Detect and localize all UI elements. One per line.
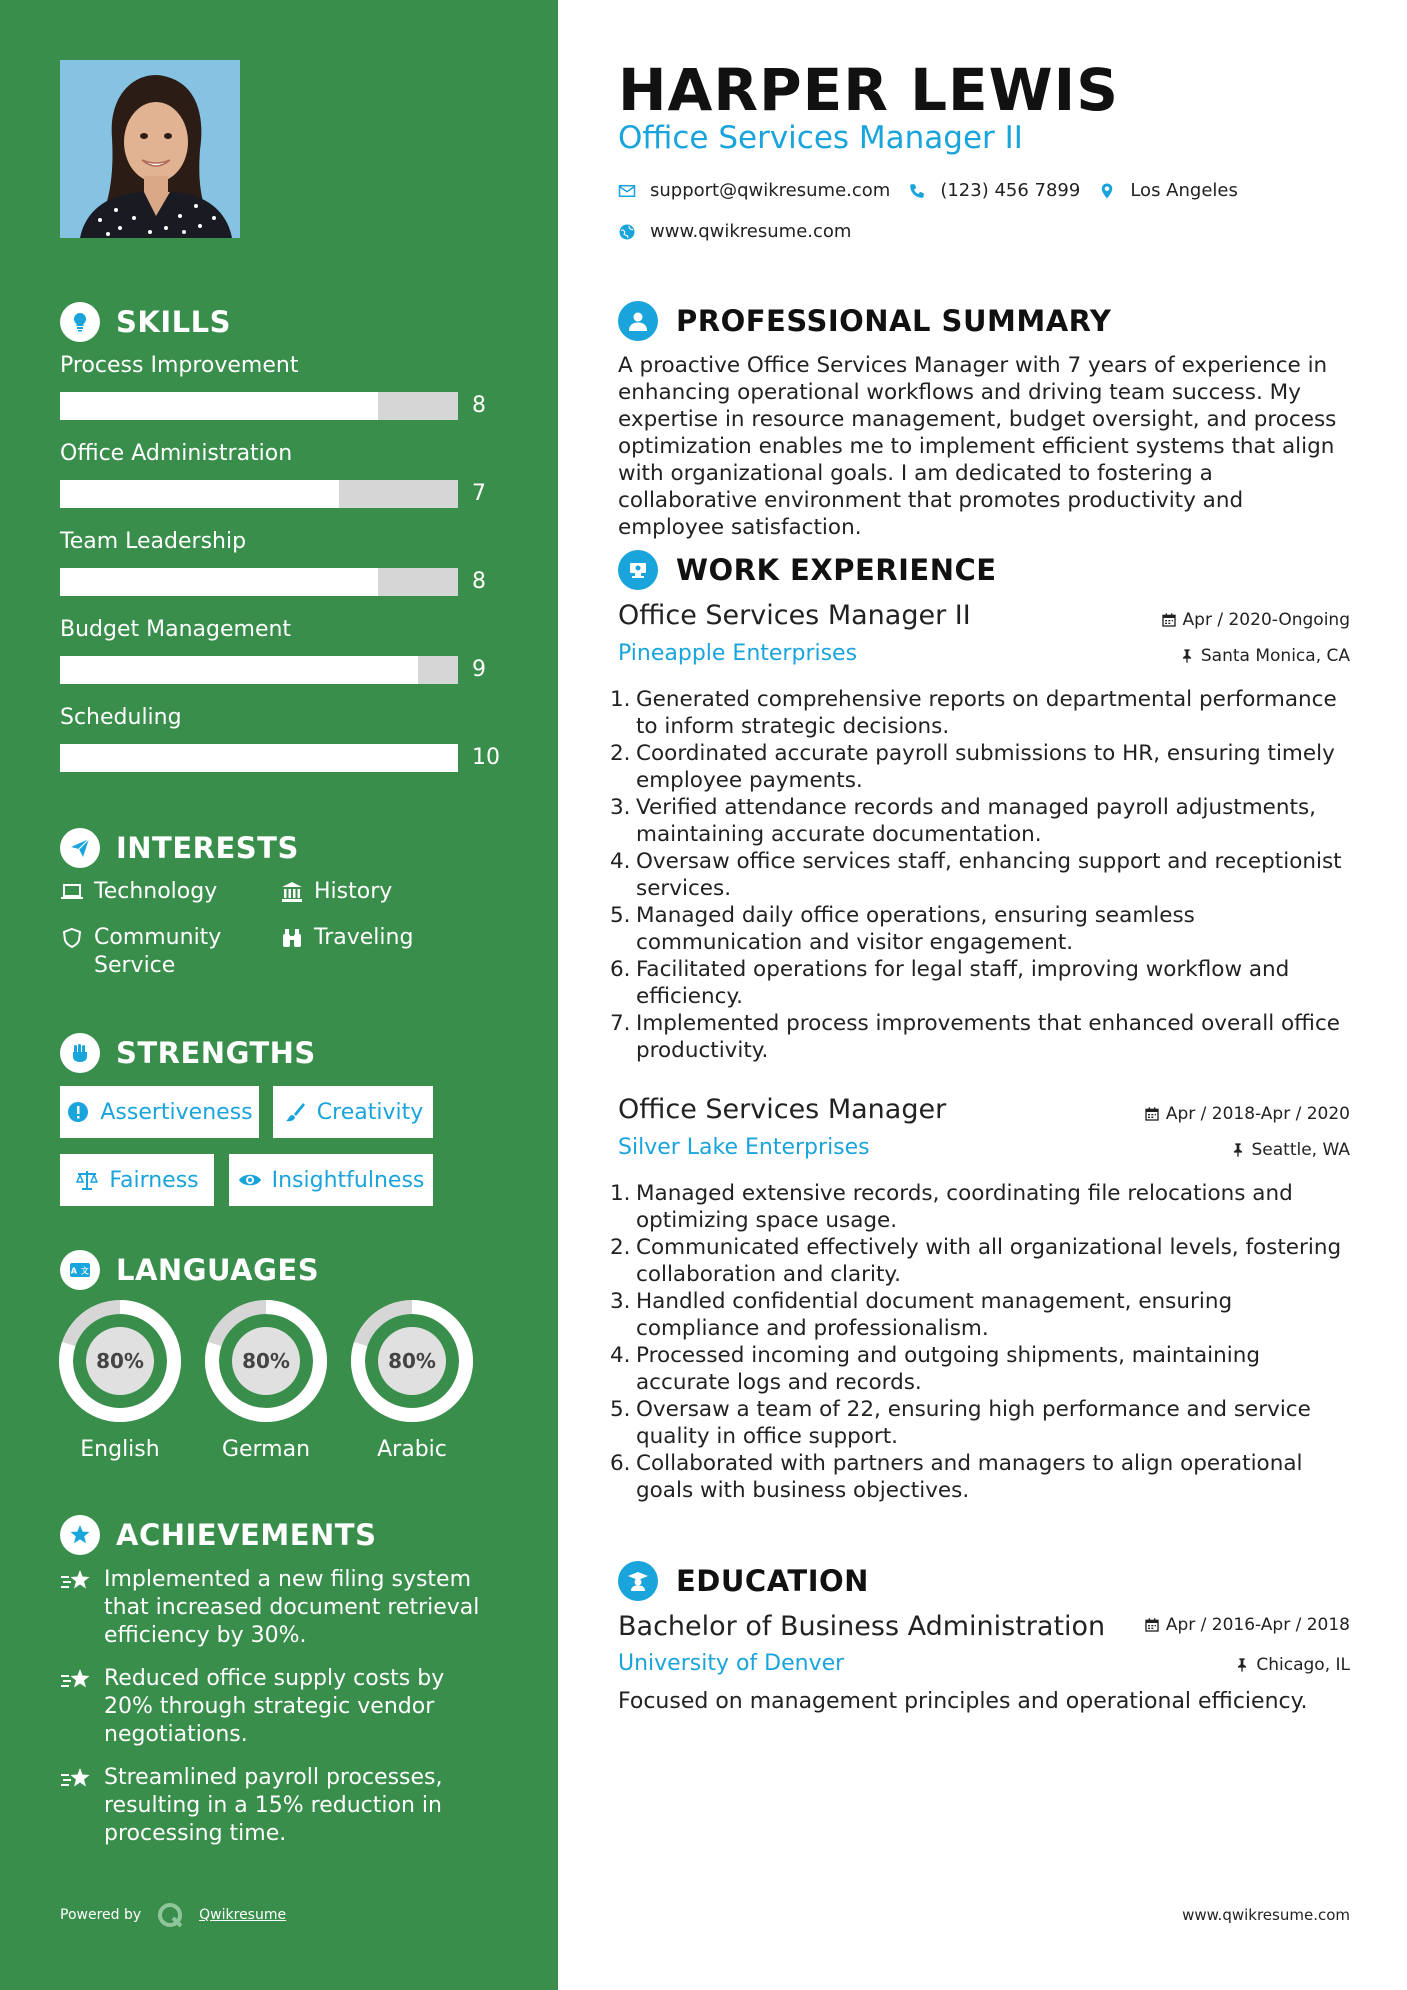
pushpin-icon xyxy=(1230,1142,1246,1158)
school-name: University of Denver xyxy=(618,1651,845,1676)
job-location-text: Santa Monica, CA xyxy=(1200,646,1350,666)
shooting-star-icon xyxy=(60,1766,92,1794)
translate-icon xyxy=(60,1250,100,1290)
item-number: 6. xyxy=(610,1451,631,1476)
skill-item xyxy=(60,528,500,594)
responsibility-text: Managed daily office operations, ensuring seamless communication and visitor engagement. xyxy=(636,903,1195,955)
achievement-text: Implemented a new filing system that increased document retrieval efficiency by 30%. xyxy=(104,1567,480,1648)
interest-item-community-service xyxy=(60,924,250,980)
item-number: 7. xyxy=(610,1011,631,1036)
responsibility-text: Oversaw office services staff, enhancing support and receptionist services. xyxy=(636,849,1342,901)
skill-bar xyxy=(60,480,458,508)
location-text: Los Angeles xyxy=(1130,180,1238,201)
interest-label: Community Service xyxy=(94,925,222,978)
summary-title: PROFESSIONAL SUMMARY xyxy=(676,304,1112,338)
interests-title: INTERESTS xyxy=(116,831,299,865)
svg-text:A 文: A 文 xyxy=(70,1266,90,1276)
strength-label: Assertiveness xyxy=(100,1099,253,1125)
interest-label: History xyxy=(314,879,393,904)
briefcase-user-icon xyxy=(618,550,658,590)
job-responsibilities xyxy=(610,686,1358,1064)
powered-by-label: Powered by xyxy=(60,1907,142,1923)
skill-bar-fill xyxy=(60,744,458,772)
website-row xyxy=(618,221,851,242)
education-description: Focused on management principles and operational efficiency. xyxy=(618,1689,1308,1714)
job-dates-text: Apr / 2018-Apr / 2020 xyxy=(1165,1104,1350,1124)
responsibility-item xyxy=(610,686,1358,740)
responsibility-text: Implemented process improvements that enhanced overall office productivity. xyxy=(636,1011,1341,1063)
skill-item xyxy=(60,352,500,418)
skill-item xyxy=(60,704,500,770)
language-percent: 80% xyxy=(96,1349,144,1373)
item-number: 6. xyxy=(610,957,631,982)
language-percent: 80% xyxy=(242,1349,290,1373)
skill-rating: 9 xyxy=(472,657,486,682)
summary-text: A proactive Office Services Manager with 7 years of experience in enhancing operational workflows and driving team success. My expertise in resource management, budget oversight, and process optimization enables me to implement efficient systems that align with organizational goals. I am dedicated to fostering a collaborative environment that promotes productivity and employee satisfaction. xyxy=(618,353,1337,540)
strength-label: Creativity xyxy=(316,1099,424,1125)
education-dates xyxy=(1144,1615,1350,1635)
responsibility-text: Verified attendance records and managed payroll adjustments, maintaining accurate documentation. xyxy=(636,795,1316,847)
phone-number[interactable]: (123) 456 7899 xyxy=(940,180,1081,201)
responsibility-item xyxy=(610,794,1358,848)
star-badge-icon xyxy=(60,1515,100,1555)
profile-photo xyxy=(60,60,240,238)
paintbrush-icon xyxy=(283,1100,307,1124)
responsibility-text: Handled confidential document management, ensuring compliance and professionalism. xyxy=(636,1289,1233,1341)
binoculars-icon xyxy=(280,926,304,950)
interest-item-traveling xyxy=(280,924,413,952)
skill-item xyxy=(60,616,500,682)
item-number: 1. xyxy=(610,687,631,712)
skill-item xyxy=(60,440,500,506)
job-dates-text: Apr / 2020-Ongoing xyxy=(1182,610,1350,630)
education-heading xyxy=(618,1561,869,1601)
exclamation-icon xyxy=(66,1100,90,1124)
job-responsibilities xyxy=(610,1180,1358,1504)
responsibility-item xyxy=(610,956,1358,1010)
responsibility-item xyxy=(610,848,1358,902)
interest-label: Traveling xyxy=(314,925,414,950)
item-number: 4. xyxy=(610,849,631,874)
skill-name: Office Administration xyxy=(60,441,293,466)
strength-badge-insightfulness xyxy=(229,1154,433,1206)
skills-heading xyxy=(60,302,231,342)
responsibility-item xyxy=(610,1450,1358,1504)
achievements-title: ACHIEVEMENTS xyxy=(116,1518,377,1552)
skill-name: Process Improvement xyxy=(60,353,299,378)
achievement-item xyxy=(60,1665,500,1749)
item-number: 3. xyxy=(610,795,631,820)
responsibility-item xyxy=(610,1288,1358,1342)
responsibility-text: Oversaw a team of 22, ensuring high performance and service quality in office support. xyxy=(636,1397,1311,1449)
job-location xyxy=(1179,646,1350,666)
responsibility-item xyxy=(610,740,1358,794)
phone-icon xyxy=(908,182,926,200)
skill-rating: 8 xyxy=(472,569,486,594)
pushpin-icon xyxy=(1234,1657,1250,1673)
language-name: German xyxy=(221,1437,311,1462)
sidebar xyxy=(0,0,558,1990)
skill-bar xyxy=(60,656,458,684)
strengths-title: STRENGTHS xyxy=(116,1036,316,1070)
responsibility-item xyxy=(610,1180,1358,1234)
item-number: 2. xyxy=(610,1235,631,1260)
item-number: 3. xyxy=(610,1289,631,1314)
eye-icon xyxy=(238,1168,262,1192)
skill-name: Scheduling xyxy=(60,705,182,730)
education-location xyxy=(1234,1655,1350,1675)
degree-title: Bachelor of Business Administration xyxy=(618,1611,1106,1642)
job-title: Office Services Manager xyxy=(618,1094,947,1125)
responsibility-text: Generated comprehensive reports on departmental performance to inform strategic decisions. xyxy=(636,687,1337,739)
candidate-name: HARPER LEWIS xyxy=(618,56,1119,124)
language-name: English xyxy=(80,1437,160,1462)
skill-rating: 10 xyxy=(472,745,500,770)
skill-bar-fill xyxy=(60,656,418,684)
education-location-text: Chicago, IL xyxy=(1256,1655,1350,1675)
skill-name: Team Leadership xyxy=(60,529,247,554)
experience-heading xyxy=(618,550,997,590)
responsibility-text: Managed extensive records, coordinating file relocations and optimizing space usage. xyxy=(636,1181,1293,1233)
shield-icon xyxy=(60,926,84,950)
job-title: Office Services Manager II xyxy=(618,600,971,631)
museum-icon xyxy=(280,880,304,904)
scale-icon xyxy=(75,1168,99,1192)
job-dates xyxy=(1161,610,1350,630)
skills-title: SKILLS xyxy=(116,305,231,339)
calendar-icon xyxy=(1161,612,1177,628)
responsibility-item xyxy=(610,1234,1358,1288)
achievement-text: Reduced office supply costs by 20% through strategic vendor negotiations. xyxy=(104,1666,445,1747)
item-number: 1. xyxy=(610,1181,631,1206)
strength-badge-creativity xyxy=(273,1086,433,1138)
language-item xyxy=(350,1299,474,1462)
responsibility-text: Facilitated operations for legal staff, improving workflow and efficiency. xyxy=(636,957,1290,1009)
strengths-heading xyxy=(60,1033,316,1073)
skill-rating: 8 xyxy=(472,393,486,418)
skill-bar xyxy=(60,392,458,420)
email-link[interactable]: support@qwikresume.com xyxy=(650,180,891,201)
contact-row xyxy=(618,180,1238,201)
user-icon xyxy=(618,301,658,341)
strength-badge-fairness xyxy=(60,1154,214,1206)
achievement-item xyxy=(60,1764,500,1848)
interest-label: Technology xyxy=(94,879,218,904)
skill-rating: 7 xyxy=(472,481,486,506)
summary-heading xyxy=(618,301,1111,341)
skill-bar-fill xyxy=(60,568,378,596)
skill-bar xyxy=(60,744,458,772)
graduate-icon xyxy=(618,1561,658,1601)
education-dates-text: Apr / 2016-Apr / 2018 xyxy=(1165,1615,1350,1635)
qwikresume-link[interactable]: Qwikresume xyxy=(199,1907,287,1923)
skill-bar-fill xyxy=(60,480,339,508)
lightbulb-icon xyxy=(60,302,100,342)
calendar-icon xyxy=(1144,1617,1160,1633)
responsibility-item xyxy=(610,902,1358,956)
globe-icon xyxy=(618,223,636,241)
pushpin-icon xyxy=(1179,648,1195,664)
job-company: Pineapple Enterprises xyxy=(618,641,858,666)
job-location-text: Seattle, WA xyxy=(1251,1140,1350,1160)
language-percent: 80% xyxy=(388,1349,436,1373)
experience-title: WORK EXPERIENCE xyxy=(676,553,997,587)
interest-item-technology xyxy=(60,878,217,906)
map-pin-icon xyxy=(1098,182,1116,200)
laptop-icon xyxy=(60,880,84,904)
job-company: Silver Lake Enterprises xyxy=(618,1135,870,1160)
envelope-icon xyxy=(618,182,636,200)
responsibility-item xyxy=(610,1010,1358,1064)
language-item xyxy=(58,1299,182,1462)
strength-label: Insightfulness xyxy=(271,1167,425,1193)
strength-badge-assertiveness xyxy=(60,1086,259,1138)
responsibility-text: Processed incoming and outgoing shipments, maintaining accurate logs and records. xyxy=(636,1343,1260,1395)
language-progress-ring xyxy=(58,1299,182,1423)
language-progress-ring xyxy=(204,1299,328,1423)
interest-item-history xyxy=(280,878,392,906)
skill-name: Budget Management xyxy=(60,617,292,642)
strength-label: Fairness xyxy=(109,1167,199,1193)
item-number: 5. xyxy=(610,903,631,928)
language-name: Arabic xyxy=(377,1437,447,1462)
item-number: 2. xyxy=(610,741,631,766)
responsibility-text: Communicated effectively with all organizational levels, fostering collaboration and clarity. xyxy=(636,1235,1342,1287)
job-dates xyxy=(1144,1104,1350,1124)
responsibility-item xyxy=(610,1342,1358,1396)
languages-heading xyxy=(60,1250,319,1290)
shooting-star-icon xyxy=(60,1568,92,1596)
shooting-star-icon xyxy=(60,1667,92,1695)
qwikresume-logo-icon xyxy=(155,1900,185,1930)
website-link[interactable]: www.qwikresume.com xyxy=(650,221,852,242)
fist-icon xyxy=(60,1033,100,1073)
skill-bar xyxy=(60,568,458,596)
footer-website[interactable]: www.qwikresume.com xyxy=(1182,1906,1350,1924)
candidate-title: Office Services Manager II xyxy=(618,120,1023,156)
responsibility-text: Coordinated accurate payroll submissions to HR, ensuring timely employee payments. xyxy=(636,741,1335,793)
language-progress-ring xyxy=(350,1299,474,1423)
item-number: 5. xyxy=(610,1397,631,1422)
languages-title: LANGUAGES xyxy=(116,1253,320,1287)
responsibility-item xyxy=(610,1396,1358,1450)
powered-by xyxy=(60,1900,286,1930)
language-item xyxy=(204,1299,328,1462)
interests-heading xyxy=(60,828,299,868)
responsibility-text: Collaborated with partners and managers to align operational goals with business objectives. xyxy=(636,1451,1303,1503)
education-title: EDUCATION xyxy=(676,1564,869,1598)
calendar-icon xyxy=(1144,1106,1160,1122)
skill-bar-fill xyxy=(60,392,378,420)
achievement-item xyxy=(60,1566,500,1650)
paper-plane-icon xyxy=(60,828,100,868)
achievements-heading xyxy=(60,1515,376,1555)
item-number: 4. xyxy=(610,1343,631,1368)
job-location xyxy=(1230,1140,1351,1160)
achievement-text: Streamlined payroll processes, resulting in a 15% reduction in processing time. xyxy=(104,1765,443,1846)
